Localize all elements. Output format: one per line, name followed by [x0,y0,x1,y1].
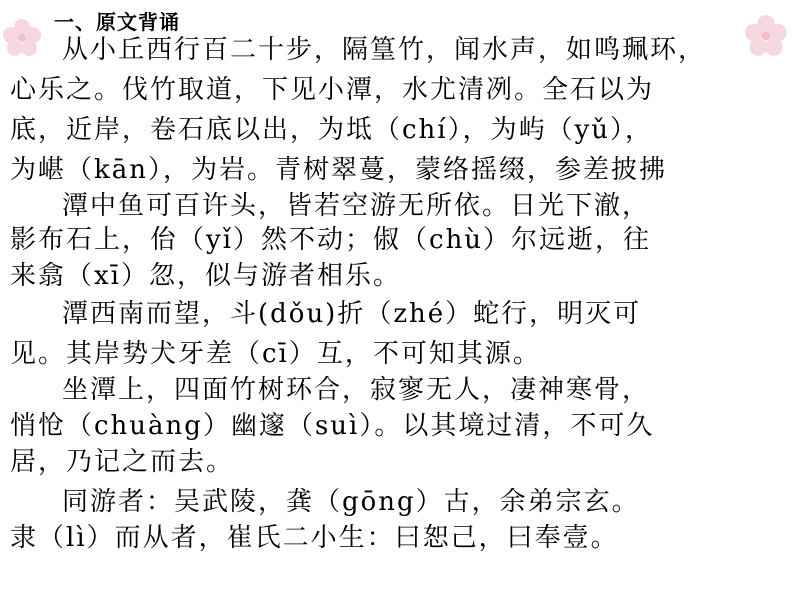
text-line: 同游者：吴武陵，龚（gōng）古，余弟宗玄。 [62,487,640,517]
section-heading: 一、原文背诵 [54,10,180,34]
text-line: 从小丘西行百二十步，隔篁竹，闻水声，如鸣珮环， [62,35,707,65]
text-line: 心乐之。伐竹取道，下见小潭，水尤清冽。全石以为 [10,75,655,105]
text-line: 为嵁（kān），为岩。青树翠蔓，蒙络摇缀，参差披拂 [10,155,668,185]
text-line: 潭中鱼可百许头，皆若空游无所依。日光下澈， [62,191,651,221]
text-line: 居，乃记之而去。 [10,447,235,477]
text-line: 影布石上，佁（yǐ）然不动；俶（chù）尔远逝，往 [10,225,652,255]
flower-decoration-left-icon [2,18,42,58]
text-line: 潭西南而望，斗(dǒu)折（zhé）蛇行，明灭可 [62,299,642,329]
text-line: 见。其岸势犬牙差（cī）互，不可知其源。 [10,339,541,369]
flower-decoration-right-icon [744,14,788,58]
text-line: 坐潭上，四面竹树环合，寂寥无人，凄神寒骨， [62,375,651,405]
text-line: 隶（lì）而从者，崔氏二小生：曰恕己，曰奉壹。 [10,523,619,553]
text-line: 底，近岸，卷石底以出，为坻（chí），为屿（yǔ）， [10,115,654,145]
text-line: 悄怆（chuàng）幽邃（suì）。以其境过清，不可久 [10,411,655,441]
text-line: 来翕（xī）忽，似与游者相乐。 [10,261,401,291]
